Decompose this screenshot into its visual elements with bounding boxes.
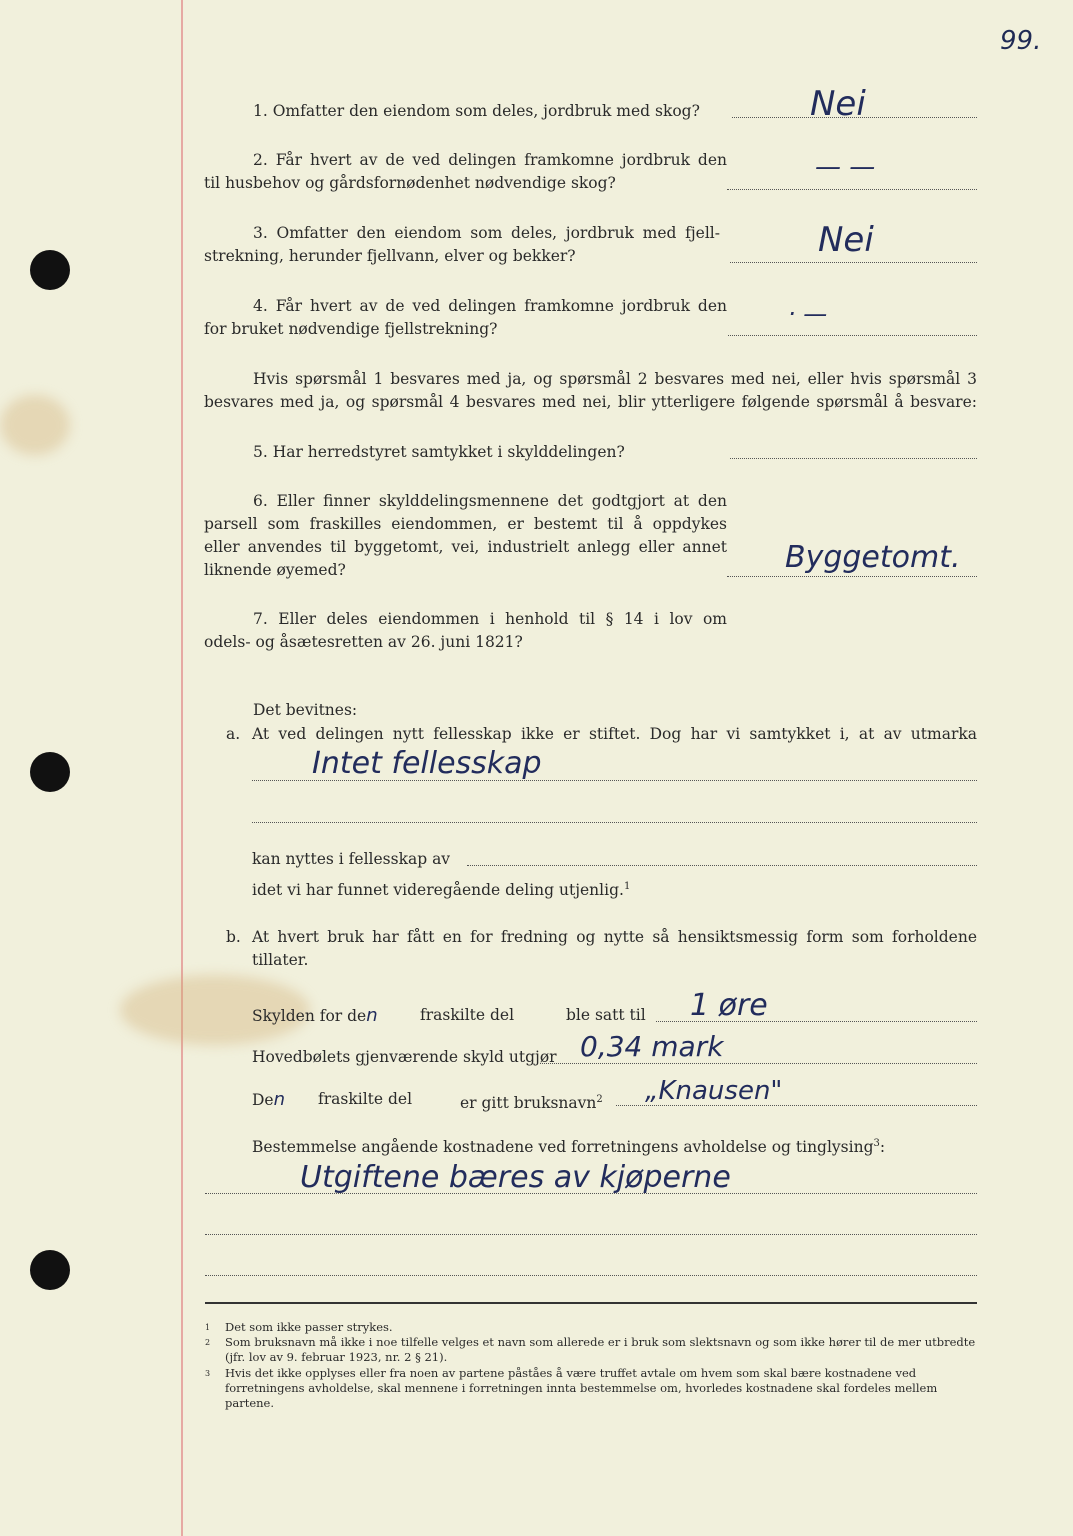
answer-line <box>730 262 977 263</box>
footnote-mark: 2 <box>205 1338 211 1347</box>
handwritten-n: n <box>273 1089 286 1110</box>
attest-b-text: At hvert bruk har fått en for fredning og nytte så hensiktsmessig form som forholdene <box>252 928 977 946</box>
footnote-2 <box>205 1335 976 1364</box>
condition-text: Hvis spørsmål 1 besvares med ja, og spørsmål 2 besvares med nei, eller hvis spørsmål 3 <box>253 370 977 388</box>
question-3-text: strekning, herunder fjellvann, elver og bekker? <box>204 247 576 265</box>
shared-label: kan nyttes i fellesskap av <box>252 850 451 868</box>
question-5-text: 5. Har herredstyret samtykket i skylddelingen? <box>253 443 625 461</box>
margin-line <box>181 0 183 1536</box>
question-7-text: 7. Eller deles eiendommen i henhold til § 14 i lov om <box>253 610 727 628</box>
question-6-text: eller anvendes til byggetomt, vei, industrielt anlegg eller annet <box>204 538 727 556</box>
question-7-text: odels- og åsætesretten av 26. juni 1821? <box>204 633 523 651</box>
skyld-label: Skylden for den <box>252 1005 378 1026</box>
bruksnavn-value: „Knausen" <box>645 1076 783 1106</box>
question-4-text: 4. Får hvert av de ved delingen framkomne jordbruk den <box>253 297 727 315</box>
attest-b-marker: b. <box>226 928 241 946</box>
question-6-text: 6. Eller finner skylddelingsmennene det godtgjort at den <box>253 492 727 510</box>
question-3-answer: Nei <box>818 220 874 260</box>
punch-hole <box>30 752 70 792</box>
answer-line <box>540 1063 977 1064</box>
answer-line <box>728 335 977 336</box>
footnote-mark: 1 <box>205 1323 211 1332</box>
question-1-answer: Nei <box>810 84 866 124</box>
answer-line <box>205 1275 977 1276</box>
question-6-text: liknende øyemed? <box>204 561 346 579</box>
hovedbol-value: 0,34 mark <box>580 1030 724 1063</box>
question-6-text: parsell som fraskilles eiendommen, er bestemt til å oppdykes <box>204 515 727 533</box>
hovedbol-label: Hovedbølets gjenværende skyld utgjør <box>252 1048 557 1066</box>
attest-a-marker: a. <box>226 725 241 743</box>
answer-line <box>727 576 977 577</box>
punch-hole <box>30 250 70 290</box>
answer-line <box>205 1193 977 1194</box>
footnote-3 <box>205 1366 938 1410</box>
question-3-text: 3. Omfatter den eiendom som deles, jordbruk med fjell- <box>253 224 720 242</box>
costs-value: Utgiftene bæres av kjøperne <box>300 1160 731 1195</box>
skyld-label: ble satt til <box>566 1006 646 1024</box>
question-6-answer: Byggetomt. <box>785 540 961 575</box>
footnote-text: Hvis det ikke opplyses eller fra noen av partene påståes å være truffet avtale om hvem som skal bære kostnadene ved forretningens avholdelse, skal mennene i forretningen innta bestemmelse om, hvorledes kostnadene skal fordeles mellem partene. <box>225 1366 938 1410</box>
footnote-text: Som bruksnavn må ikke i noe tilfelle velges et navn som allerede er i bruk som slektsnavn og som ikke hører til de mer utbredte (jfr. lov av 9. februar 1923, nr. 2 § 21). <box>225 1335 976 1364</box>
question-4-answer: · — <box>788 300 828 328</box>
answer-line <box>252 822 977 823</box>
attest-b-text: tillater. <box>252 951 309 969</box>
footnote-mark: 3 <box>205 1369 211 1378</box>
answer-line <box>730 458 977 459</box>
bruksnavn-label: Den <box>252 1089 286 1110</box>
attest-heading: Det bevitnes: <box>253 701 358 719</box>
question-2-answer: — — <box>815 152 876 182</box>
skyld-label: fraskilte del <box>420 1006 515 1024</box>
attest-a-text: At ved delingen nytt fellesskap ikke er stiftet. Dog har vi samtykket i, at av utmarka <box>252 725 977 743</box>
question-2-text: til husbehov og gårdsfornødenhet nødvendige skog? <box>204 174 616 192</box>
handwritten-n: n <box>366 1005 378 1026</box>
answer-line <box>205 1234 977 1235</box>
answer-line <box>467 865 977 866</box>
costs-label: Bestemmelse angående kostnadene ved forretningens avholdelse og tinglysing$^3$: <box>252 1138 886 1157</box>
reason-text: idet vi har funnet videregående deling utjenlig.$^1$ <box>252 881 631 900</box>
bruksnavn-label: er gitt bruksnavn$^2$ <box>460 1094 603 1113</box>
answer-line <box>727 189 977 190</box>
paper-stain <box>0 395 70 455</box>
question-1-text: 1. Omfatter den eiendom som deles, jordbruk med skog? <box>253 102 700 120</box>
condition-text: besvares med ja, og spørsmål 4 besvares med nei, blir ytterligere følgende spørsmål å besvare: <box>204 393 977 411</box>
skyld-value: 1 øre <box>690 988 768 1023</box>
question-4-text: for bruket nødvendige fjellstrekning? <box>204 320 498 338</box>
footnote-rule <box>205 1302 977 1304</box>
attest-a-answer: Intet fellesskap <box>312 746 542 781</box>
footnote-text: Det som ikke passer strykes. <box>225 1320 393 1334</box>
bruksnavn-label: fraskilte del <box>318 1090 413 1108</box>
question-2-text: 2. Får hvert av de ved delingen framkomne jordbruk den <box>253 151 727 169</box>
punch-hole <box>30 1250 70 1290</box>
page-number: 99. <box>1000 26 1042 56</box>
